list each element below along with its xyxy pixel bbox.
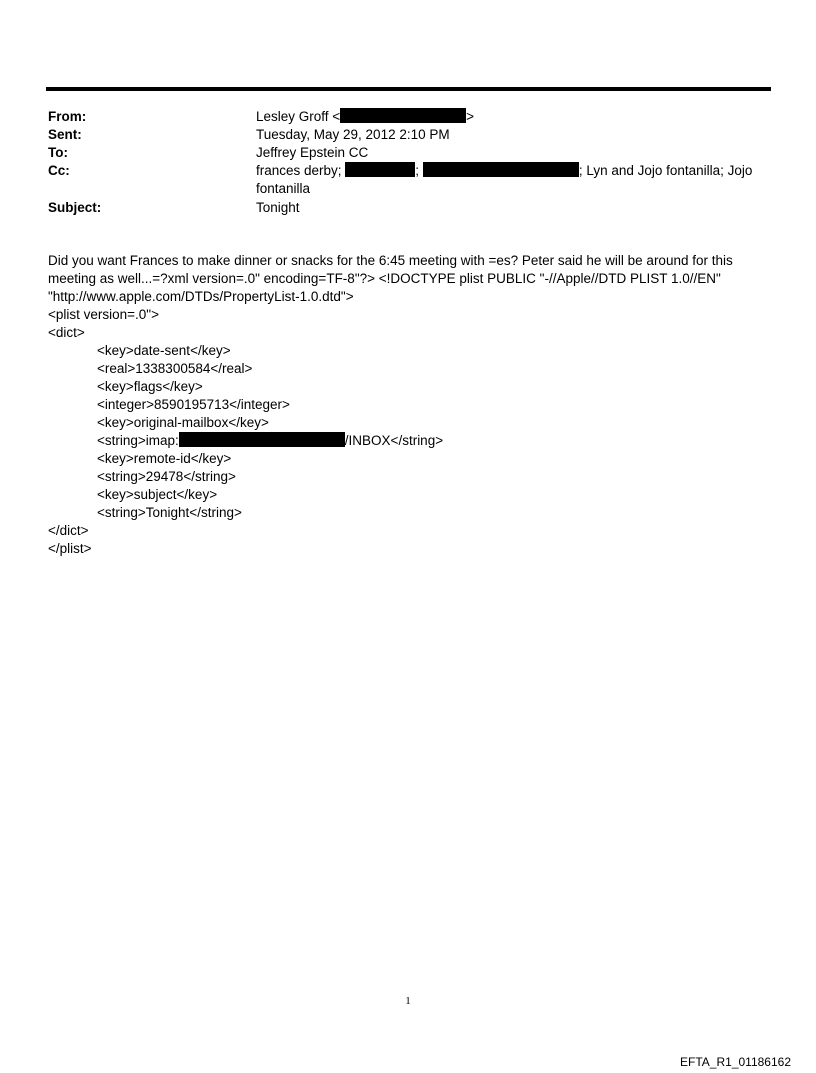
string-imap xyxy=(48,432,443,450)
string-imap-prefix: <string>imap: xyxy=(97,433,179,448)
plist-open: <plist version=.0"> xyxy=(48,307,159,322)
key-subject: <key>subject</key> xyxy=(97,487,218,502)
plist-close: </plist> xyxy=(48,541,92,556)
cc-label: Cc: xyxy=(48,163,70,178)
dict-close: </dict> xyxy=(48,523,89,538)
cc-sep: ; xyxy=(415,163,420,178)
dict-open: <dict> xyxy=(48,325,85,340)
cc-part1: frances derby; xyxy=(256,163,346,178)
message-body: Did you want Frances to make dinner or snacks for the 6:45 meeting with =es? Peter said he will be around for this meeting as well...=?xml version=.0" encoding=TF-8"?> <!DOCTYPE plist PUBLIC "-//Apple//DTD PLIST 1.0//EN" "http://www.apple.com/DTDs/PropertyList-1.0.dtd"> xyxy=(48,253,733,304)
sent-value: Tuesday, May 29, 2012 2:10 PM xyxy=(256,127,450,142)
to-label: To: xyxy=(48,145,68,160)
subject-label: Subject: xyxy=(48,200,102,215)
redaction-block xyxy=(423,162,579,177)
from-close: > xyxy=(466,109,475,124)
page-number: 1 xyxy=(405,995,411,1007)
from-label: From: xyxy=(48,109,87,124)
string-imap-suffix: /INBOX</string> xyxy=(344,433,444,448)
sent-label: Sent: xyxy=(48,127,82,142)
integer-value: <integer>8590195713</integer> xyxy=(97,397,290,412)
string-subject: <string>Tonight</string> xyxy=(97,505,242,520)
key-flags: <key>flags</key> xyxy=(97,379,203,394)
string-remote-id: <string>29478</string> xyxy=(97,469,236,484)
real-value: <real>1338300584</real> xyxy=(97,361,253,376)
subject-value: Tonight xyxy=(256,200,300,215)
to-value: Jeffrey Epstein CC xyxy=(256,145,369,160)
redaction-block xyxy=(345,162,415,177)
from-value xyxy=(256,108,766,126)
redaction-block xyxy=(179,432,345,447)
document-id: EFTA_R1_01186162 xyxy=(680,1055,791,1069)
header-rule xyxy=(46,87,771,91)
key-remote-id: <key>remote-id</key> xyxy=(97,451,232,466)
plist-block xyxy=(48,306,443,558)
redaction-block xyxy=(340,108,466,123)
key-original-mailbox: <key>original-mailbox</key> xyxy=(97,415,269,430)
key-date-sent: <key>date-sent</key> xyxy=(97,343,231,358)
cc-part3: ; Lyn and Jojo fontanilla; Jojo fontanilla xyxy=(256,163,753,196)
from-name: Lesley Groff < xyxy=(256,109,341,124)
cc-value xyxy=(256,162,766,198)
